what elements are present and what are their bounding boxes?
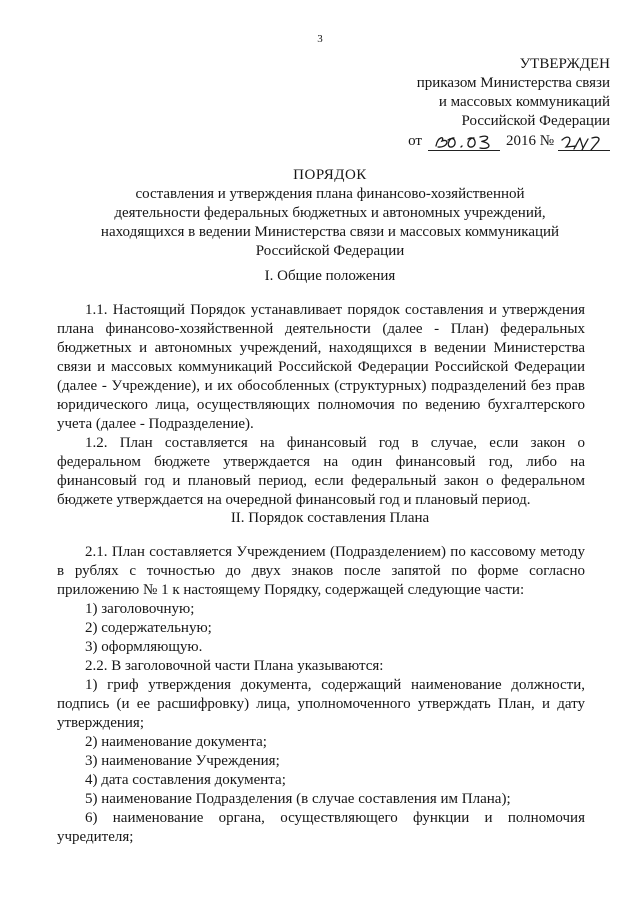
list-item: 6) наименование органа, осуществляющего функции и полномочия учредителя; <box>57 810 585 845</box>
paragraph-1-1: 1.1. Настоящий Порядок устанавливает порядок составления и утверждения плана финансово-хозяйственной деятельности (далее - План) федеральных бюджетных и автономных учреждений, находящихся в ведении Министерства связи и массовых коммуникаций Российской Федерации Российской Федерации (далее - Учреждение), и их обособленных (структурных) подразделений без прав юридического лица, осуществляющих полномочия по ведению бухгалтерского учета (далее - Подразделение). <box>57 302 585 432</box>
list-item: 4) дата составления документа; <box>85 772 286 788</box>
approval-block <box>380 55 610 151</box>
approval-line: и массовых коммуникаций <box>438 94 610 110</box>
approval-date-line <box>380 132 610 151</box>
handwritten-date <box>428 135 500 151</box>
title-line: деятельности федеральных бюджетных и автономных учреждений, <box>114 205 546 221</box>
section-1-heading: I. Общие положения <box>264 268 396 284</box>
handwritten-date-strokes <box>428 132 500 152</box>
date-year-text: 2016 № <box>505 133 554 149</box>
list-item: 2) содержательную; <box>85 620 212 636</box>
section-2-heading: II. Порядок составления Плана <box>230 510 430 526</box>
list-item: 5) наименование Подразделения (в случае составления им Плана); <box>85 791 511 807</box>
list-item: 2) наименование документа; <box>85 734 267 750</box>
date-prefix: от <box>408 133 422 149</box>
list-item: 3) наименование Учреждения; <box>85 753 280 769</box>
title-main: ПОРЯДОК <box>293 167 367 183</box>
approval-line: приказом Министерства связи <box>416 75 610 91</box>
approval-line: Российской Федерации <box>461 113 610 129</box>
section-1-body <box>57 301 585 510</box>
page-number: 3 <box>317 33 323 45</box>
title-line: Российской Федерации <box>255 243 405 259</box>
handwritten-number-strokes <box>558 132 610 152</box>
title-line: находящихся в ведении Министерства связи и массовых коммуникаций <box>100 224 560 240</box>
section-2-body <box>57 543 585 847</box>
paragraph-2-2: 2.2. В заголовочной части Плана указываются: <box>85 658 384 674</box>
list-item: 1) гриф утверждения документа, содержащий наименование должности, подпись (и ее расшифровку) лица, уполномоченного утверждать План, и дату утверждения; <box>57 677 585 731</box>
title-line: составления и утверждения плана финансово-хозяйственной <box>135 186 525 202</box>
handwritten-number <box>558 135 610 151</box>
paragraph-2-1: 2.1. План составляется Учреждением (Подразделением) по кассовому методу в рублях с точностью до двух знаков после запятой по форме согласно приложению № 1 к настоящему Порядку, содержащей следующие части: <box>57 544 585 598</box>
list-item: 1) заголовочную; <box>85 601 195 617</box>
paragraph-1-2: 1.2. План составляется на финансовый год в случае, если закон о федеральном бюджете утверждается на один финансовый год, либо на финансовый год и плановый период, если федеральный закон о федеральном бюджете утверждается на очередной финансовый год и плановый период. <box>57 435 585 508</box>
approval-heading: УТВЕРЖДЕН <box>519 56 610 72</box>
list-item: 3) оформляющую. <box>85 639 203 655</box>
document-title <box>70 166 590 261</box>
